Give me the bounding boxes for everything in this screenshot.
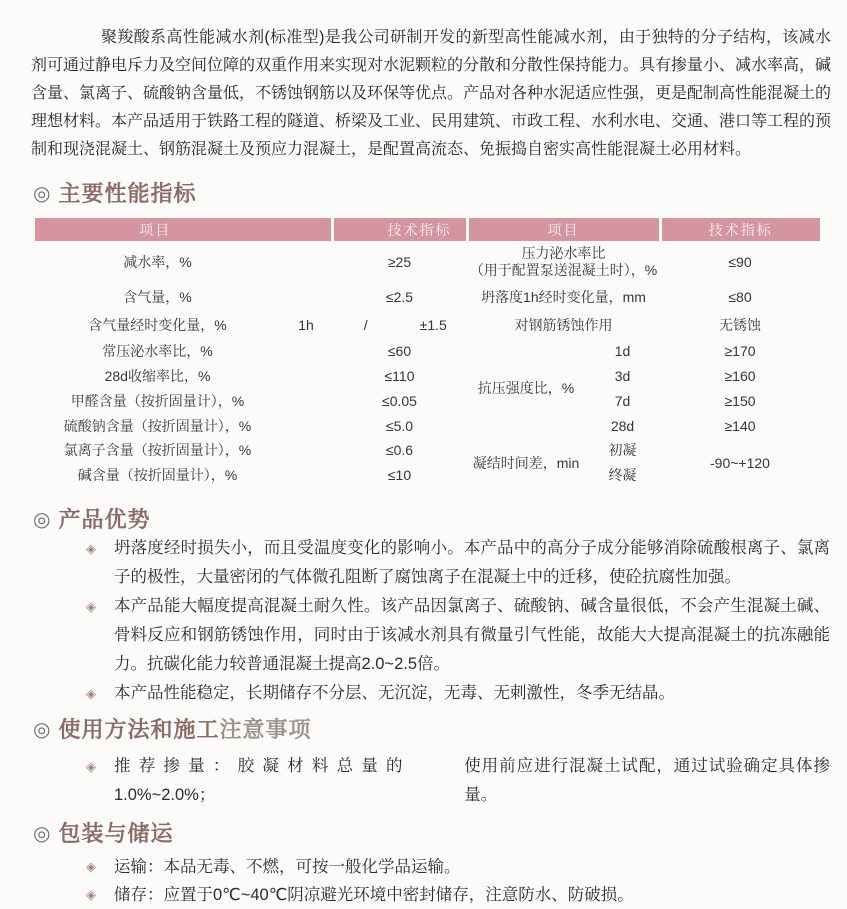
section-title-text: 包装与储运 — [58, 821, 174, 846]
advantages-list — [86, 534, 830, 708]
section-title-text-faded: 注意事项 — [219, 717, 312, 742]
table-row — [35, 363, 820, 388]
value-cell: ±1.5 — [419, 316, 447, 333]
table-cell-label: 坍落度1h经时变化量，mm — [481, 289, 646, 305]
table-cell-value: ≤0.05 — [382, 392, 417, 409]
section-marker-icon: ◎ — [33, 183, 52, 205]
table-cell-sub: 终凝 — [608, 467, 637, 483]
table-row — [35, 283, 820, 311]
table-header-spec-right: 技术指标 — [660, 218, 820, 241]
table-cell-value: ≤0.6 — [385, 442, 414, 458]
table-cell-label: 硫酸钠含量（按折固量计），% — [63, 417, 252, 434]
section-title-text: 使用方法和施工 — [58, 717, 220, 742]
table-cell-label: 甲醛含量（按折固量计），% — [70, 392, 245, 409]
table-cell-age: 7d — [614, 392, 631, 409]
usage-dosage: 推荐掺量：胶凝材料总量的1.0%~2.0%； — [114, 757, 403, 804]
diamond-bullet-icon: ◈ — [86, 599, 96, 614]
section-title-performance — [33, 180, 847, 208]
list-item — [86, 534, 830, 592]
section-title-text: 产品优势 — [58, 507, 151, 532]
list-item — [86, 679, 830, 708]
table-cell-age: 1d — [614, 342, 631, 359]
table-header-row — [35, 218, 820, 241]
table-cell-value: ≤110 — [384, 367, 415, 384]
table-cell-value: ≤80 — [728, 289, 752, 305]
table-cell-label: 含气量，% — [123, 289, 192, 305]
table-cell-value: ≥140 — [724, 417, 756, 434]
table-cell-value: ≤5.0 — [385, 417, 414, 434]
table-header-item-right: 项目 — [467, 218, 660, 241]
table-cell-value: 无锈蚀 — [719, 316, 761, 333]
section-title-usage — [33, 716, 847, 744]
table-cell-label: 对钢筋锈蚀作用 — [514, 316, 613, 333]
table-cell-value: ≤90 — [728, 254, 752, 270]
table-cell-age: 28d — [610, 417, 635, 434]
bullet-text: 运输：本品无毒、不燃，可按一般化学品运输。 — [114, 858, 461, 876]
section-title-packaging — [33, 820, 847, 848]
diamond-bullet-icon: ◈ — [86, 887, 96, 902]
table-row — [35, 311, 820, 338]
table-cell-value: -90~+120 — [710, 455, 770, 471]
table-cell-label: 28d收缩率比，% — [104, 367, 211, 384]
table-cell-sub: 初凝 — [608, 442, 637, 458]
table-cell-value: ≤10 — [387, 467, 412, 483]
section-marker-icon: ◎ — [33, 823, 52, 845]
table-cell-label: 抗压强度比，% — [477, 380, 575, 396]
table-row — [35, 338, 820, 363]
table-cell-age: 3d — [614, 367, 631, 384]
table-cell-value: ≤60 — [387, 342, 412, 359]
section-marker-icon: ◎ — [33, 509, 52, 531]
pressure-bleeding-line2: （用于配置泵送混凝土时），% — [469, 262, 658, 278]
table-row — [35, 438, 820, 462]
table-cell-value — [332, 311, 467, 338]
table-cell-label: 氯离子含量（按折固量计），% — [63, 442, 252, 458]
slash-cell: / — [363, 316, 368, 333]
diamond-bullet-icon: ◈ — [86, 541, 96, 556]
table-cell-label: 减水率，% — [123, 254, 192, 270]
diamond-bullet-icon: ◈ — [86, 859, 96, 874]
table-cell-value: ≥170 — [724, 342, 756, 359]
bullet-text: 本产品性能稳定，长期储存不分层、无沉淀，无毒、无刺激性，冬季无结晶。 — [114, 684, 675, 702]
section-marker-icon: ◎ — [33, 719, 52, 741]
table-cell-label: 凝结时间差，min — [472, 455, 580, 471]
table-cell-label: 碱含量（按折固量计），% — [77, 467, 238, 483]
pressure-bleeding-line1: 压力泌水率比 — [521, 245, 606, 261]
table-cell-sub: 1h — [298, 316, 314, 333]
table-row — [35, 413, 820, 438]
usage-trial: 使用前应进行混凝土试配，通过试验确定具体掺量。 — [464, 757, 830, 804]
bullet-text: 储存：应置于0℃~40℃阴凉避光环境中密封储存，注意防水、防破损。 — [114, 886, 634, 904]
table-cell-value: ≥150 — [724, 392, 756, 409]
table-row — [35, 388, 820, 413]
section-title-text: 主要性能指标 — [58, 181, 197, 206]
intro-paragraph: 聚羧酸系高性能减水剂(标准型)是我公司研制开发的新型高性能减水剂，由于独特的分子结构，该减水剂可通过静电斥力及空间位障的双重作用来实现对水泥颗粒的分散和分散性保持能力。具有掺量小、减水率高，碱含量、氯离子、硫酸钠含量低，不锈蚀钢筋以及环保等优点。产品对各种水泥适应性强，更是配制高性能混凝土的理想材料。本产品适用于铁路工程的隧道、桥梁及工业、民用建筑、市政工程、水利水电、交通、港口等工程的预制和现浇混凝土、钢筋混凝土及预应力混凝土，是配置高流态、免振捣自密实高性能混凝土必用材料。 — [31, 29, 832, 158]
table-header-item-left: 项目 — [35, 218, 332, 241]
packaging-list — [86, 853, 830, 909]
table-cell-value: ≤2.5 — [385, 289, 414, 305]
document-page — [0, 24, 847, 904]
bullet-text — [114, 752, 830, 810]
diamond-bullet-icon: ◈ — [86, 759, 96, 774]
performance-table — [35, 218, 820, 488]
table-cell-label — [467, 241, 660, 283]
bullet-text: 本产品能大幅度提高混凝土耐久性。该产品因氯离子、硫酸钠、碱含量很低，不会产生混凝土碱、骨料反应和钢筋锈蚀作用，同时由于该减水剂具有微量引气性能，故能大大提高混凝土的抗冻融能力。抗碳化能力较普通混凝土提高2.0~2.5倍。 — [114, 597, 830, 673]
table-row — [35, 241, 820, 283]
list-item — [86, 853, 830, 881]
table-cell-value: ≥160 — [724, 367, 756, 384]
section-title-advantages — [33, 506, 847, 534]
table-cell-label: 常压泌水率比，% — [102, 342, 213, 359]
usage-list — [86, 752, 830, 810]
list-item — [86, 592, 830, 679]
list-item — [86, 881, 830, 909]
table-header-spec-left: 技术指标 — [332, 218, 467, 241]
table-cell-value: ≥25 — [387, 254, 412, 270]
table-cell-label: 含气量经时变化量，% — [88, 316, 227, 333]
spacer — [403, 752, 465, 810]
bullet-text: 坍落度经时损失小，而且受温度变化的影响小。本产品中的高分子成分能够消除硫酸根离子、氯离子的极性，大量密闭的气体微孔阻断了腐蚀离子在混凝土中的迁移，使砼抗腐性加强。 — [114, 539, 830, 586]
diamond-bullet-icon: ◈ — [86, 686, 96, 701]
list-item — [86, 752, 830, 810]
